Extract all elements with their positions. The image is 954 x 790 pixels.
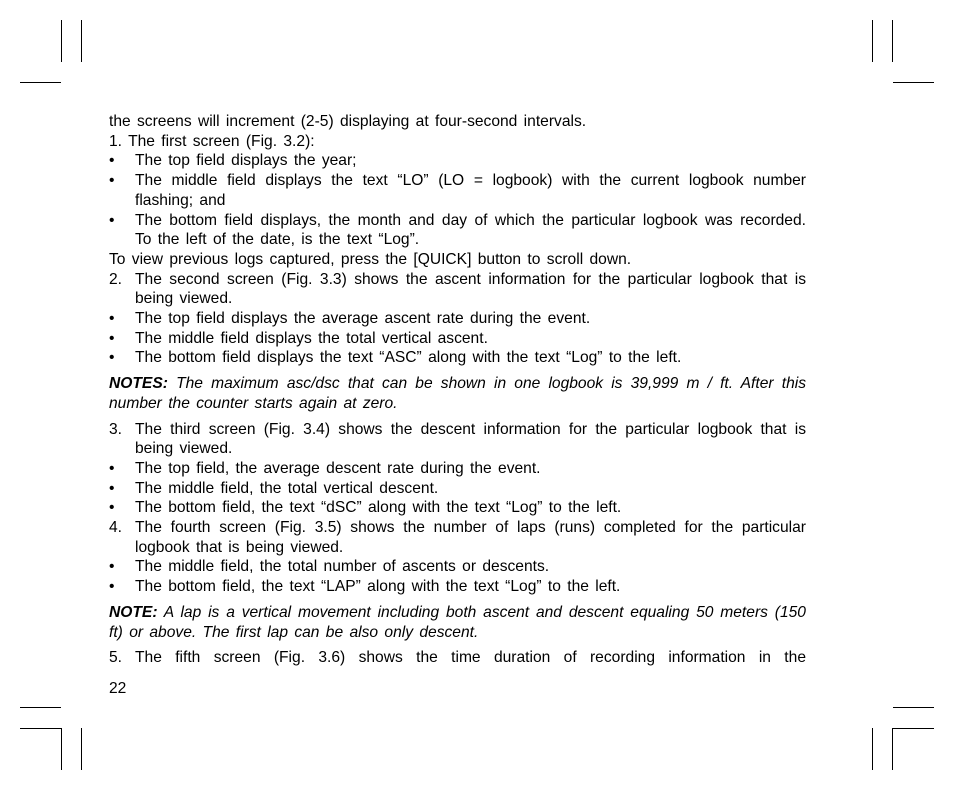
step-number: 2. [109,270,123,288]
step-4 [109,518,806,557]
bullet: • [109,578,115,596]
crop-mark [893,82,934,83]
list-item-text: The bottom field displays the text “ASC” along with the text “Log” to the left. [135,349,682,367]
crop-mark [61,20,62,62]
list-item-text: The bottom field displays, the month and day of which the particular logbook was recorded. To the left of the date, is the text “Log”. [135,211,806,249]
list-item [109,577,806,597]
step-number: 3. [109,420,123,438]
scroll-instruction: To view previous logs captured, press the [QUICK] button to scroll down. [109,250,632,268]
crop-mark [893,707,934,708]
crop-mark [20,82,61,83]
list-item-text: The top field displays the average ascent rate during the event. [135,310,591,328]
list-item-text: The middle field displays the total vertical ascent. [135,329,488,347]
step-2 [109,270,806,309]
bullet: • [109,558,115,576]
bullet: • [109,310,115,328]
step-text: The second screen (Fig. 3.3) shows the ascent information for the particular logbook that is being viewed. [135,270,806,308]
crop-mark [872,728,873,770]
list-item [109,479,806,499]
bullet: • [109,349,115,367]
bullet: • [109,329,115,347]
crop-mark [20,707,61,708]
list-item-text: The bottom field, the text “LAP” along with the text “Log” to the left. [135,578,621,596]
list-item-text: The top field displays the year; [135,152,357,170]
note-block [109,374,806,413]
crop-mark [81,728,82,770]
crop-mark [81,20,82,62]
note-text: The maximum asc/dsc that can be shown in one logbook is 39,999 m / ft. After this number the counter starts again at zero. [109,375,806,412]
list-item-text: The middle field displays the text “LO” (LO = logbook) with the current logbook number flashing; and [135,172,806,209]
list-item [109,459,806,479]
list-item [109,151,806,171]
note-text: A lap is a vertical movement including both ascent and descent equaling 50 meters (150 ft) or above. The first lap can be also only descent. [109,603,806,641]
list-item [109,171,806,210]
crop-mark [893,728,934,729]
note-label: NOTES: [109,375,168,393]
step-number: 1. [109,132,123,150]
list-item-text: The middle field, the total number of ascents or descents. [135,558,550,576]
step-number: 5. [109,649,123,667]
crop-mark [20,728,61,729]
list-item [109,348,806,368]
crop-mark [872,20,873,62]
list-item-text: The middle field, the total vertical descent. [135,479,439,497]
step-text: The first screen (Fig. 3.2): [128,132,315,150]
bullet: • [109,152,115,170]
step-3 [109,420,806,459]
bullet: • [109,459,115,477]
step-1 [109,132,806,152]
list-item [109,557,806,577]
step-5 [109,648,806,668]
list-item-text: The bottom field, the text “dSC” along with the text “Log” to the left. [135,499,622,517]
note-block [109,603,806,642]
page-number: 22 [109,680,127,697]
list-item [109,498,806,518]
list-item [109,211,806,250]
note-label: NOTE: [109,603,158,621]
bullet: • [109,479,115,497]
crop-mark [892,20,893,62]
list-item [109,309,806,329]
step-text: The fourth screen (Fig. 3.5) shows the number of laps (runs) completed for the particular logbook that is being viewed. [135,519,806,556]
step-text: The third screen (Fig. 3.4) shows the descent information for the particular logbook that is being viewed. [135,420,806,458]
page-body [109,112,806,668]
crop-mark [892,728,893,770]
crop-mark [61,728,62,770]
bullet: • [109,499,115,517]
list-item-text: The top field, the average descent rate during the event. [135,459,541,477]
intro-text: the screens will increment (2-5) displaying at four-second intervals. [109,113,587,130]
list-item [109,329,806,349]
bullet: • [109,211,115,229]
bullet: • [109,172,115,190]
step-text: The fifth screen (Fig. 3.6) shows the time duration of recording information in the [135,649,806,667]
step-number: 4. [109,519,123,537]
